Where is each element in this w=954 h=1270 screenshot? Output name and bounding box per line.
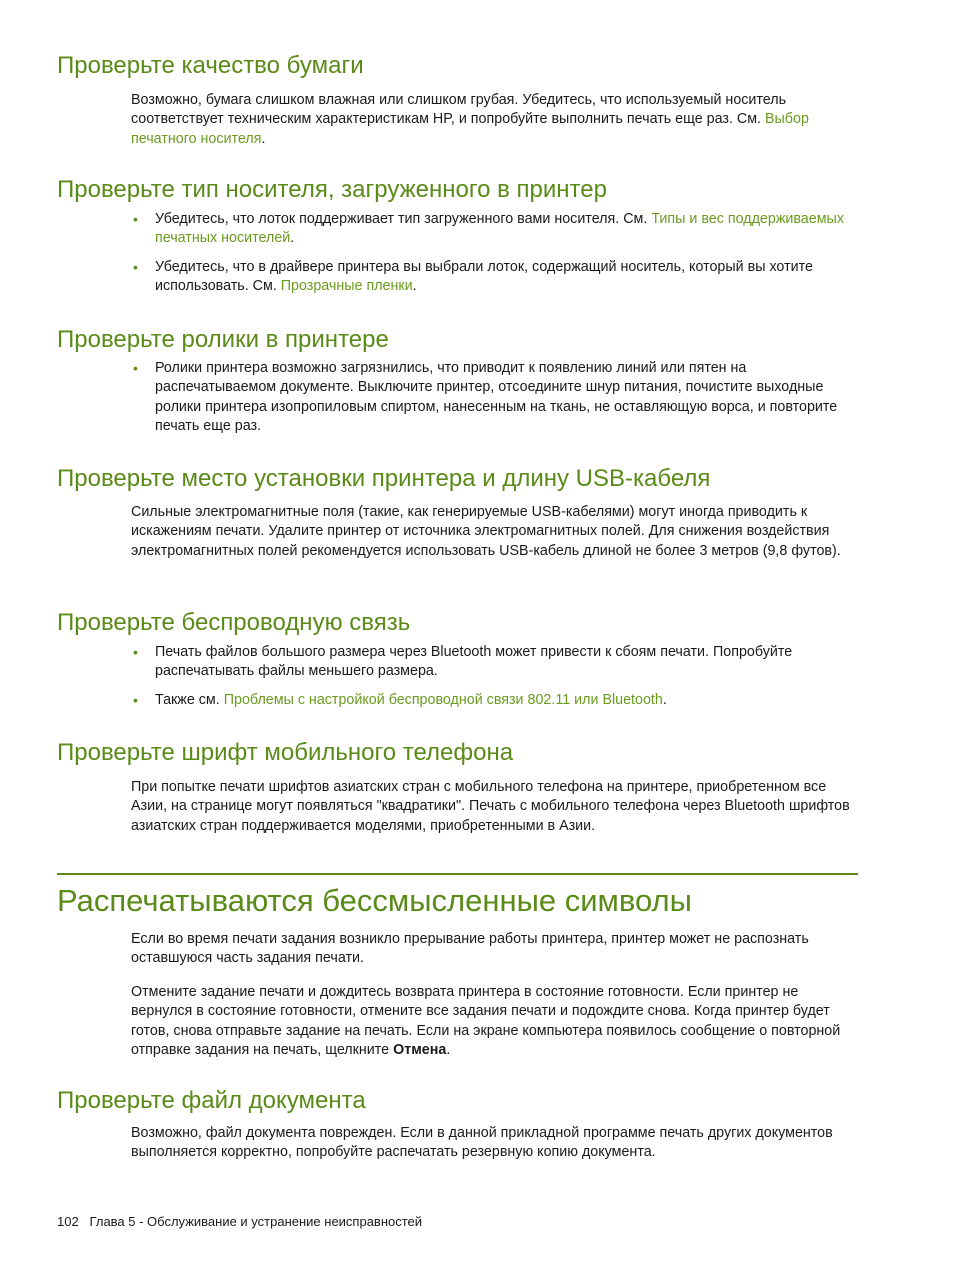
paragraph-check-paper — [131, 91, 856, 149]
bullet-end: . — [662, 692, 667, 708]
link-media-types[interactable]: Типы и вес поддерживаемых печатных носителей — [155, 211, 844, 247]
bullet-icon: • — [133, 360, 138, 376]
paragraph-check-location: Сильные электромагнитные поля (такие, как генерируемые USB-кабелями) могут иногда приводить к искажениям печати. Удалите принтер от источника электромагнитных полей. Для снижения воздействия электромагнитных полей рекомендуется использовать USB-кабель длиной не более 3 метров (9,8 футов). — [131, 504, 841, 559]
paragraph-garbage-2 — [131, 983, 856, 1061]
link-wireless-problems[interactable]: Проблемы с настройкой беспроводной связи 802.11 или Bluetooth — [223, 692, 663, 708]
heading-check-media-type: Проверьте тип носителя, загруженного в принтер — [57, 176, 607, 203]
heading-check-document-file: Проверьте файл документа — [57, 1087, 366, 1114]
bullet-end: . — [290, 230, 295, 247]
paragraph-check-document-file: Возможно, файл документа поврежден. Если в данной прикладной программе печать других документов выполняется корректно, попробуйте распечатать резервную копию документа. — [131, 1125, 833, 1161]
link-transparencies[interactable]: Прозрачные пленки — [280, 278, 413, 295]
bullet-icon: • — [133, 644, 138, 660]
heading-check-rollers: Проверьте ролики в принтере — [57, 326, 389, 353]
paragraph-end: . — [261, 130, 266, 147]
bullet-text: Убедитесь, что в драйвере принтера вы выбрали лоток, содержащий носитель, который вы хотите использовать. См. — [155, 259, 813, 295]
bullet-text: Печать файлов большого размера через Bluetooth может привести к сбоям печати. Попробуйте распечатывать файлы меньшего размера. — [155, 644, 793, 680]
section-divider — [57, 873, 858, 875]
link-select-media[interactable]: Выбор печатного носителя — [131, 111, 809, 147]
bullet-text: Убедитесь, что лоток поддерживает тип загруженного вами носителя. См. — [155, 211, 652, 227]
paragraph-check-mobile-font: При попытке печати шрифтов азиатских стран с мобильного телефона на принтере, приобретенном все Азии, на странице могут появляться "квадратики". Печать с мобильного телефона через Bluetooth шрифтов азиатских стран поддерживается моделями, приобретенными в Азии. — [131, 779, 850, 834]
heading-garbage-symbols: Распечатываются бессмысленные символы — [57, 883, 692, 918]
bullet-item — [131, 210, 856, 249]
page-footer — [57, 1214, 422, 1229]
heading-check-location: Проверьте место установки принтера и длину USB-кабеля — [57, 465, 711, 492]
bullet-end: . — [412, 278, 417, 295]
bullet-icon: • — [133, 259, 138, 275]
chapter-title: Глава 5 - Обслуживание и устранение неисправностей — [89, 1214, 423, 1229]
paragraph-text: Отмените задание печати и дождитесь возврата принтера в состояние готовности. Если принтер не вернулся в состояние готовности, отмените все задания печати и подождите снова. Когда принтер будет готов, снова отправьте задание на печать. Если на экране компьютера появилось сообщение о повторной отправке задания на печать, щелкните — [131, 984, 841, 1059]
bullet-icon: • — [133, 211, 138, 227]
page-number: 102 — [57, 1214, 79, 1229]
heading-check-paper: Проверьте качество бумаги — [57, 52, 364, 79]
bullet-item — [131, 258, 856, 297]
bullet-text: Также см. — [155, 692, 224, 708]
bullet-item — [131, 691, 856, 710]
bullet-text: Ролики принтера возможно загрязнились, что приводит к появлению линий или пятен на распечатываемом документе. Выключите принтер, отсоедините шнур питания, почистите выходные ролики принтера изопропиловым спиртом, нанесенным на ткань, не оставляющую ворса, и повторите печать еще раз. — [155, 360, 838, 435]
bullet-item — [131, 643, 856, 682]
paragraph-garbage-1: Если во время печати задания возникло прерывание работы принтера, принтер может не распознать оставшуюся часть задания печати. — [131, 931, 809, 967]
bullet-icon: • — [133, 692, 138, 708]
paragraph-text: Возможно, бумага слишком влажная или слишком грубая. Убедитесь, что используемый носитель соответствует техническим характеристикам HP, и попробуйте выполнить печать еще раз. См. — [131, 92, 787, 128]
heading-check-wireless: Проверьте беспроводную связь — [57, 609, 411, 636]
bullet-item — [131, 359, 856, 437]
heading-check-mobile-font: Проверьте шрифт мобильного телефона — [57, 739, 514, 766]
cancel-command-label: Отмена — [393, 1042, 447, 1059]
paragraph-end: . — [446, 1042, 451, 1059]
